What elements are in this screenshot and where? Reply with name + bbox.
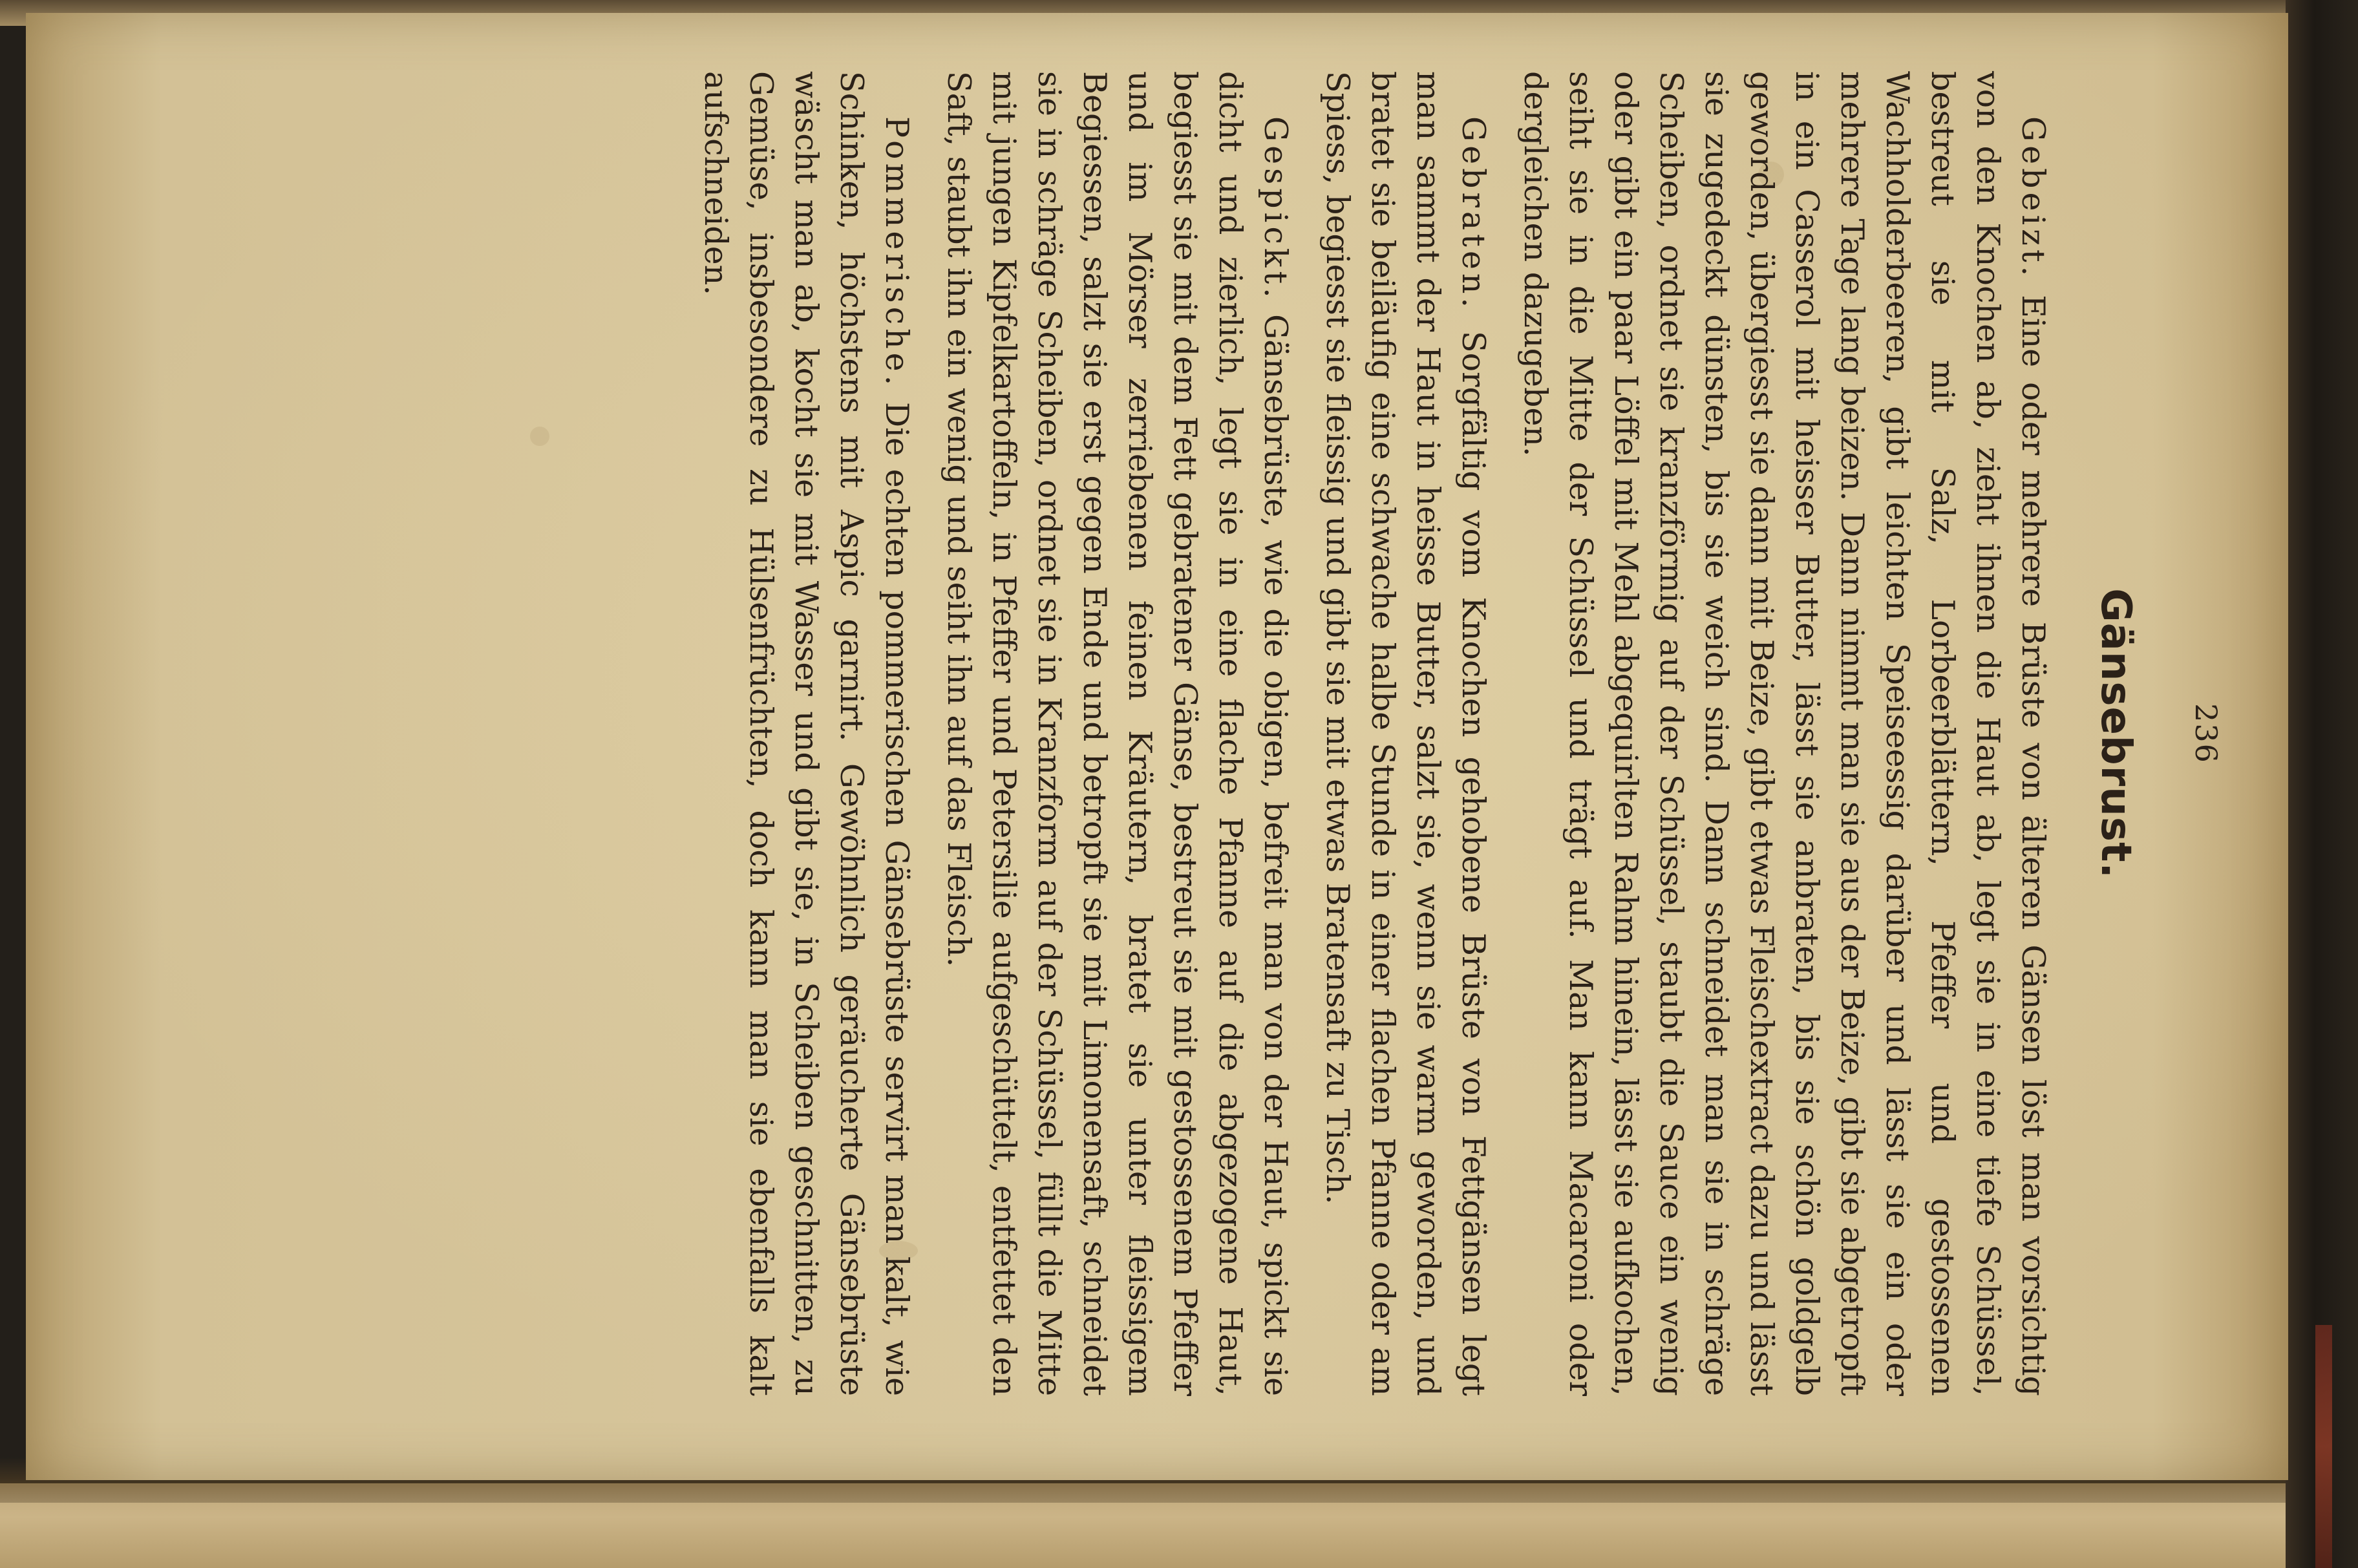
- book-page: [26, 13, 2288, 1480]
- recipe-paragraphs: [676, 71, 2055, 1396]
- recipe-paragraph-gebeizt: [1513, 71, 2055, 1396]
- page-number: 236: [2189, 703, 2224, 764]
- paragraph-lead: Gebraten.: [1455, 116, 1492, 312]
- recipe-paragraph-gebraten: [1315, 71, 1496, 1396]
- page-text-block: [265, 71, 2236, 1396]
- paragraph-lead: Pommerische.: [878, 116, 915, 390]
- paragraph-lead: Gebeizt.: [2015, 116, 2052, 281]
- recipe-paragraph-gespickt: [936, 71, 1298, 1396]
- paragraph-lead: Gespickt.: [1257, 116, 1294, 302]
- paragraph-body: Eine oder mehrere Brüste von älteren Gänsen löst man vorsichtig von den Knochen ab, zieht ihnen die Haut ab, legt sie in eine tiefe Schüssel, bestreut sie mit Salz, Lorbeerblättern, Pfeffer und gestossenen Wachholderbeeren, gibt leichten Speiseessig darüber und lässt sie ein oder mehrere Tage lang beizen. Dann nimmt man sie aus der Beize, gibt sie abgetropft in ein Casserol mit heisser Butter, lässt sie anbraten, bis sie schön goldgelb geworden, übergiesst sie dann mit Beize, gibt etwas Fleischextract dazu und lässt sie zugedeckt dünsten, bis sie weich sind. Dann schneidet man sie in schräge Scheiben, ordnet sie kranzförmig auf der Schüssel, staubt die Sauce ein wenig oder gibt ein paar Löffel mit Mehl abgequirlten Rahm hinein, lässt sie aufkochen, seiht sie in die Mitte der Schüssel und trägt auf. Man kann Macaroni oder dergleichen dazugeben.: [1517, 71, 2052, 1397]
- bookmark-ribbon: [2315, 1325, 2332, 1568]
- recipe-paragraph-pommerische: [693, 71, 919, 1396]
- paragraph-body: Sorgfältig vom Knochen gehobene Brüste von Fettgänsen legt man sammt der Haut in heisse Butter, salzt sie, wenn sie warm geworden, und bratet sie beiläufig eine schwache halbe Stunde in einer flachen Pfanne oder am Spiess, begiesst sie fleissig und gibt sie mit etwas Bratensaft zu Tisch.: [1319, 71, 1492, 1396]
- paragraph-body: Die echten pommerischen Gänsebrüste servirt man kalt, wie Schinken, höchstens mit Aspic garnirt. Gewöhnlich geräucherte Gänsebrüste wäscht man ab, kocht sie mit Wasser und gibt sie, in Scheiben geschnitten, zu Gemüse, insbesondere zu Hülsenfrüchten, doch kann man sie ebenfalls kalt aufschneiden.: [697, 71, 915, 1396]
- paragraph-body: Gänsebrüste, wie die obigen, befreit man von der Haut, spickt sie dicht und zierlich, legt sie in eine flache Pfanne auf die abgezogene Haut, begiesst sie mit dem Fett gebratener Gänse, bestreut sie mit gestossenem Pfeffer und im Mörser zerriebenen feinen Kräutern, bratet sie unter fleissigem Begiessen, salzt sie erst gegen Ende und betropft sie mit Limonensaft, schneidet sie in schräge Scheiben, ordnet sie in Kranzform auf der Schüssel, füllt die Mitte mit jungen Kipfelkartoffeln, in Pfeffer und Petersilie aufgeschüttelt, entfettet den Saft, staubt ihn ein wenig und seiht ihn auf das Fleisch.: [940, 71, 1294, 1396]
- page-title: Gänsebrust.: [2092, 588, 2140, 879]
